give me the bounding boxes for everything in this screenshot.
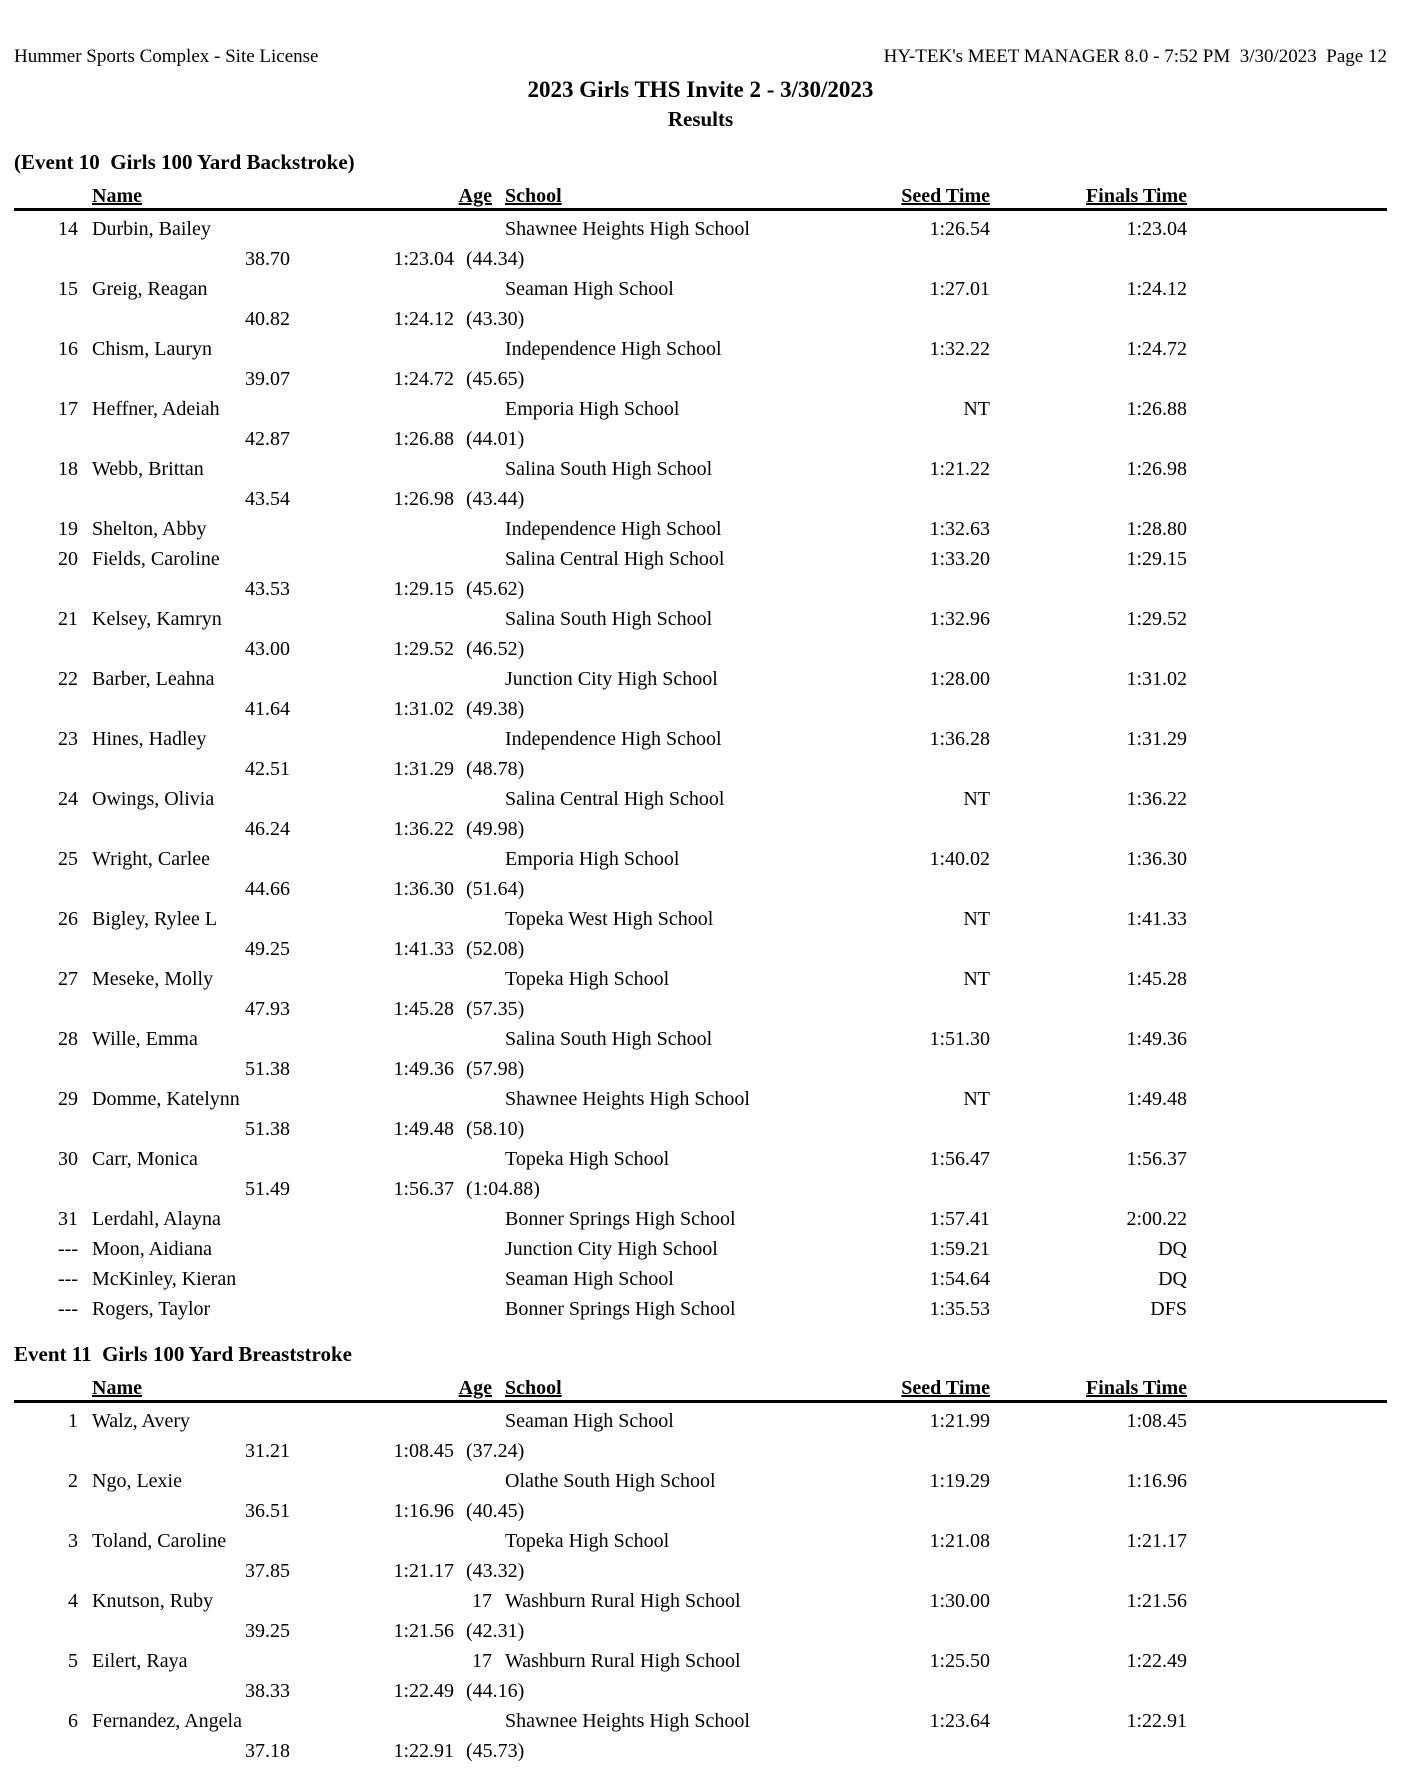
split-row [14, 574, 1387, 604]
finals-time-cell: 1:29.15 [1126, 548, 1187, 570]
split-final-cell: 1:29.15 [393, 578, 454, 600]
seed-time-cell: NT [963, 908, 990, 930]
split-diff-cell: (40.45) [466, 1500, 525, 1522]
place-cell: 29 [58, 1088, 78, 1110]
split-final-cell: 1:26.98 [393, 488, 454, 510]
result-row [14, 1466, 1387, 1496]
school-cell: Topeka West High School [505, 908, 714, 930]
result-row [14, 454, 1387, 484]
split-row [14, 1556, 1387, 1586]
finals-time-cell: 1:21.56 [1126, 1590, 1187, 1612]
finals-time-cell: 1:36.22 [1126, 788, 1187, 810]
split-lap1-cell: 46.24 [245, 818, 290, 840]
swimmer-name-cell: Fernandez, Angela [92, 1710, 242, 1732]
finals-time-cell: 1:24.12 [1126, 278, 1187, 300]
swimmer-name-cell: McKinley, Kieran [92, 1268, 237, 1290]
place-cell: 1 [68, 1410, 78, 1432]
column-header-seed-time: Seed Time [901, 1377, 990, 1399]
finals-time-cell: 1:49.48 [1126, 1088, 1187, 1110]
result-row [14, 1204, 1387, 1234]
place-cell: 31 [58, 1208, 78, 1230]
split-lap1-cell: 40.82 [245, 308, 290, 330]
place-cell: 21 [58, 608, 78, 630]
split-row [14, 694, 1387, 724]
seed-time-cell: 1:30.00 [929, 1590, 990, 1612]
split-diff-cell: (58.10) [466, 1118, 525, 1140]
split-lap1-cell: 43.53 [245, 578, 290, 600]
split-row [14, 634, 1387, 664]
split-row [14, 1174, 1387, 1204]
split-diff-cell: (44.34) [466, 248, 525, 270]
seed-time-cell: 1:26.54 [929, 218, 990, 240]
split-diff-cell: (43.32) [466, 1560, 525, 1582]
event-10-section [14, 148, 1387, 1324]
split-diff-cell: (45.65) [466, 368, 525, 390]
split-lap1-cell: 41.64 [245, 698, 290, 720]
column-header-school: School [505, 185, 562, 207]
school-cell: Salina South High School [505, 458, 713, 480]
split-diff-cell: (57.35) [466, 998, 525, 1020]
split-row [14, 484, 1387, 514]
finals-time-cell: 1:31.02 [1126, 668, 1187, 690]
result-row [14, 394, 1387, 424]
split-diff-cell: (46.52) [466, 638, 525, 660]
event-11-heading: Event 11 Girls 100 Yard Breaststroke [14, 1342, 352, 1366]
place-cell: 22 [58, 668, 78, 690]
split-lap1-cell: 39.25 [245, 1620, 290, 1642]
place-cell: --- [58, 1238, 78, 1260]
swimmer-name-cell: Toland, Caroline [92, 1530, 227, 1552]
swimmer-name-cell: Barber, Leahna [92, 668, 215, 690]
result-row [14, 844, 1387, 874]
column-header-finals-time: Finals Time [1086, 1377, 1187, 1399]
split-final-cell: 1:29.52 [393, 638, 454, 660]
swimmer-name-cell: Wille, Emma [92, 1028, 198, 1050]
split-diff-cell: (37.24) [466, 1440, 525, 1462]
finals-time-cell: 1:23.04 [1126, 218, 1187, 240]
swimmer-name-cell: Heffner, Adeiah [92, 398, 220, 420]
split-final-cell: 1:23.04 [393, 248, 454, 270]
school-cell: Salina Central High School [505, 788, 725, 810]
swimmer-name-cell: Fields, Caroline [92, 548, 220, 570]
seed-time-cell: 1:21.22 [929, 458, 990, 480]
split-row [14, 1736, 1387, 1766]
seed-time-cell: 1:56.47 [929, 1148, 990, 1170]
swimmer-name-cell: Carr, Monica [92, 1148, 198, 1170]
column-header-seed-time: Seed Time [901, 185, 990, 207]
finals-time-cell: 1:41.33 [1126, 908, 1187, 930]
swimmer-name-cell: Lerdahl, Alayna [92, 1208, 221, 1230]
result-row [14, 214, 1387, 244]
split-final-cell: 1:45.28 [393, 998, 454, 1020]
place-cell: 27 [58, 968, 78, 990]
place-cell: 16 [58, 338, 78, 360]
split-lap1-cell: 38.70 [245, 248, 290, 270]
school-cell: Independence High School [505, 518, 722, 540]
split-lap1-cell: 37.18 [245, 1740, 290, 1762]
finals-time-cell: 1:21.17 [1126, 1530, 1187, 1552]
result-row [14, 904, 1387, 934]
column-header-finals-time: Finals Time [1086, 185, 1187, 207]
split-row [14, 1054, 1387, 1084]
event-10-rows [14, 214, 1387, 1324]
school-cell: Emporia High School [505, 848, 680, 870]
split-lap1-cell: 47.93 [245, 998, 290, 1020]
school-cell: Seaman High School [505, 1268, 674, 1290]
swimmer-name-cell: Ngo, Lexie [92, 1470, 182, 1492]
finals-time-cell: 1:22.91 [1126, 1710, 1187, 1732]
seed-time-cell: 1:54.64 [929, 1268, 990, 1290]
split-diff-cell: (45.62) [466, 578, 525, 600]
split-diff-cell: (42.31) [466, 1620, 525, 1642]
result-row [14, 1234, 1387, 1264]
split-lap1-cell: 42.87 [245, 428, 290, 450]
split-final-cell: 1:24.12 [393, 308, 454, 330]
split-diff-cell: (49.98) [466, 818, 525, 840]
split-final-cell: 1:49.36 [393, 1058, 454, 1080]
swimmer-name-cell: Knutson, Ruby [92, 1590, 214, 1612]
finals-time-cell: 1:36.30 [1126, 848, 1187, 870]
seed-time-cell: 1:27.01 [929, 278, 990, 300]
seed-time-cell: 1:51.30 [929, 1028, 990, 1050]
split-row [14, 364, 1387, 394]
seed-time-cell: 1:28.00 [929, 668, 990, 690]
split-final-cell: 1:36.30 [393, 878, 454, 900]
finals-time-cell: 1:49.36 [1126, 1028, 1187, 1050]
school-cell: Shawnee Heights High School [505, 218, 750, 240]
swimmer-name-cell: Durbin, Bailey [92, 218, 211, 240]
finals-time-cell: 1:28.80 [1126, 518, 1187, 540]
school-cell: Emporia High School [505, 398, 680, 420]
results-label: Results [667, 107, 734, 131]
school-cell: Independence High School [505, 728, 722, 750]
school-cell: Salina South High School [505, 1028, 713, 1050]
split-final-cell: 1:56.37 [393, 1178, 454, 1200]
split-lap1-cell: 37.85 [245, 1560, 290, 1582]
split-final-cell: 1:08.45 [393, 1440, 454, 1462]
seed-time-cell: 1:59.21 [929, 1238, 990, 1260]
swimmer-name-cell: Eilert, Raya [92, 1650, 188, 1672]
result-row [14, 1024, 1387, 1054]
school-cell: Washburn Rural High School [505, 1650, 741, 1672]
split-row [14, 754, 1387, 784]
seed-time-cell: NT [963, 788, 990, 810]
seed-time-cell: 1:32.63 [929, 518, 990, 540]
split-diff-cell: (44.16) [466, 1680, 525, 1702]
split-diff-cell: (44.01) [466, 428, 525, 450]
seed-time-cell: 1:19.29 [929, 1470, 990, 1492]
swimmer-name-cell: Moon, Aidiana [92, 1238, 212, 1260]
place-cell: 30 [58, 1148, 78, 1170]
place-cell: 6 [68, 1710, 78, 1732]
swimmer-name-cell: Wright, Carlee [92, 848, 211, 870]
split-row [14, 1676, 1387, 1706]
split-final-cell: 1:22.91 [393, 1740, 454, 1762]
result-row [14, 1586, 1387, 1616]
split-final-cell: 1:31.02 [393, 698, 454, 720]
place-cell: 25 [58, 848, 78, 870]
split-diff-cell: (52.08) [466, 938, 525, 960]
seed-time-cell: 1:35.53 [929, 1298, 990, 1320]
finals-time-cell: 2:00.22 [1126, 1208, 1187, 1230]
result-row [14, 1706, 1387, 1736]
split-row [14, 424, 1387, 454]
split-row [14, 1436, 1387, 1466]
school-cell: Salina Central High School [505, 548, 725, 570]
split-lap1-cell: 49.25 [245, 938, 290, 960]
split-lap1-cell: 43.54 [245, 488, 290, 510]
split-diff-cell: (45.73) [466, 1740, 525, 1762]
finals-time-cell: 1:26.98 [1126, 458, 1187, 480]
place-cell: --- [58, 1268, 78, 1290]
result-row [14, 1646, 1387, 1676]
place-cell: 19 [58, 518, 78, 540]
swimmer-name-cell: Walz, Avery [92, 1410, 190, 1432]
swimmer-name-cell: Hines, Hadley [92, 728, 207, 750]
swimmer-name-cell: Meseke, Molly [92, 968, 214, 990]
place-cell: 4 [68, 1590, 78, 1612]
split-row [14, 304, 1387, 334]
event-11-rows [14, 1406, 1387, 1766]
meet-title: 2023 Girls THS Invite 2 - 3/30/2023 [527, 77, 874, 102]
swimmer-name-cell: Bigley, Rylee L [92, 908, 218, 930]
split-lap1-cell: 42.51 [245, 758, 290, 780]
event-10-heading: (Event 10 Girls 100 Yard Backstroke) [14, 150, 355, 174]
result-row [14, 784, 1387, 814]
split-diff-cell: (57.98) [466, 1058, 525, 1080]
place-cell: 3 [68, 1530, 78, 1552]
school-cell: Topeka High School [505, 968, 670, 990]
result-row [14, 334, 1387, 364]
split-row [14, 934, 1387, 964]
split-lap1-cell: 51.38 [245, 1118, 290, 1140]
split-final-cell: 1:21.17 [393, 1560, 454, 1582]
school-cell: Salina South High School [505, 608, 713, 630]
place-cell: 5 [68, 1650, 78, 1672]
seed-time-cell: 1:40.02 [929, 848, 990, 870]
finals-time-cell: 1:22.49 [1126, 1650, 1187, 1672]
place-cell: 23 [58, 728, 78, 750]
result-row [14, 1294, 1387, 1324]
split-row [14, 874, 1387, 904]
column-header-age: Age [458, 185, 492, 207]
result-row [14, 1144, 1387, 1174]
school-cell: Shawnee Heights High School [505, 1088, 750, 1110]
school-cell: Seaman High School [505, 1410, 674, 1432]
finals-time-cell: DQ [1158, 1238, 1187, 1260]
split-lap1-cell: 44.66 [245, 878, 290, 900]
split-final-cell: 1:21.56 [393, 1620, 454, 1642]
finals-time-cell: 1:45.28 [1126, 968, 1187, 990]
split-diff-cell: (43.44) [466, 488, 525, 510]
place-cell: 28 [58, 1028, 78, 1050]
column-header-age: Age [458, 1377, 492, 1399]
place-cell: 15 [58, 278, 78, 300]
place-cell: 17 [58, 398, 78, 420]
split-lap1-cell: 39.07 [245, 368, 290, 390]
result-row [14, 1264, 1387, 1294]
page-top-header [14, 46, 1387, 68]
swimmer-name-cell: Rogers, Taylor [92, 1298, 211, 1320]
split-final-cell: 1:49.48 [393, 1118, 454, 1140]
split-lap1-cell: 51.49 [245, 1178, 290, 1200]
school-cell: Seaman High School [505, 278, 674, 300]
split-diff-cell: (49.38) [466, 698, 525, 720]
finals-time-cell: DQ [1158, 1268, 1187, 1290]
school-cell: Junction City High School [505, 668, 718, 690]
column-header-school: School [505, 1377, 562, 1399]
seed-time-cell: 1:21.08 [929, 1530, 990, 1552]
split-lap1-cell: 38.33 [245, 1680, 290, 1702]
school-cell: Topeka High School [505, 1530, 670, 1552]
generator-text: HY-TEK's MEET MANAGER 8.0 - 7:52 PM 3/30/2023 Page 12 [883, 46, 1387, 67]
age-cell: 17 [472, 1590, 492, 1612]
event-10-table-header [14, 182, 1387, 211]
swimmer-name-cell: Shelton, Abby [92, 518, 207, 540]
split-final-cell: 1:16.96 [393, 1500, 454, 1522]
seed-time-cell: 1:57.41 [929, 1208, 990, 1230]
swimmer-name-cell: Owings, Olivia [92, 788, 215, 810]
finals-time-cell: 1:26.88 [1126, 398, 1187, 420]
result-row [14, 724, 1387, 754]
seed-time-cell: NT [963, 1088, 990, 1110]
seed-time-cell: NT [963, 398, 990, 420]
seed-time-cell: 1:23.64 [929, 1710, 990, 1732]
place-cell: 20 [58, 548, 78, 570]
school-cell: Bonner Springs High School [505, 1298, 736, 1320]
result-row [14, 1406, 1387, 1436]
finals-time-cell: 1:16.96 [1126, 1470, 1187, 1492]
finals-time-cell: 1:31.29 [1126, 728, 1187, 750]
school-cell: Junction City High School [505, 1238, 718, 1260]
place-cell: 14 [58, 218, 78, 240]
split-lap1-cell: 43.00 [245, 638, 290, 660]
swimmer-name-cell: Greig, Reagan [92, 278, 208, 300]
split-lap1-cell: 31.21 [245, 1440, 290, 1462]
seed-time-cell: 1:25.50 [929, 1650, 990, 1672]
license-text: Hummer Sports Complex - Site License [14, 46, 319, 67]
split-diff-cell: (1:04.88) [466, 1178, 540, 1200]
seed-time-cell: 1:32.22 [929, 338, 990, 360]
split-row [14, 1114, 1387, 1144]
split-final-cell: 1:26.88 [393, 428, 454, 450]
school-cell: Shawnee Heights High School [505, 1710, 750, 1732]
split-row [14, 994, 1387, 1024]
event-11-table-header [14, 1374, 1387, 1403]
split-diff-cell: (51.64) [466, 878, 525, 900]
column-header-name: Name [92, 185, 142, 207]
finals-time-cell: 1:56.37 [1126, 1148, 1187, 1170]
swimmer-name-cell: Domme, Katelynn [92, 1088, 240, 1110]
finals-time-cell: 1:29.52 [1126, 608, 1187, 630]
split-lap1-cell: 51.38 [245, 1058, 290, 1080]
seed-time-cell: 1:32.96 [929, 608, 990, 630]
place-cell: --- [58, 1298, 78, 1320]
seed-time-cell: NT [963, 968, 990, 990]
school-cell: Olathe South High School [505, 1470, 716, 1492]
result-row [14, 1526, 1387, 1556]
seed-time-cell: 1:33.20 [929, 548, 990, 570]
result-row [14, 1084, 1387, 1114]
result-row [14, 964, 1387, 994]
finals-time-cell: DFS [1150, 1298, 1187, 1320]
school-cell: Bonner Springs High School [505, 1208, 736, 1230]
result-row [14, 544, 1387, 574]
place-cell: 26 [58, 908, 78, 930]
seed-time-cell: 1:21.99 [929, 1410, 990, 1432]
age-cell: 17 [472, 1650, 492, 1672]
event-11-section [14, 1340, 1387, 1766]
split-final-cell: 1:24.72 [393, 368, 454, 390]
split-row [14, 1496, 1387, 1526]
split-final-cell: 1:31.29 [393, 758, 454, 780]
split-diff-cell: (43.30) [466, 308, 525, 330]
swimmer-name-cell: Chism, Lauryn [92, 338, 212, 360]
result-row [14, 664, 1387, 694]
result-row [14, 514, 1387, 544]
place-cell: 18 [58, 458, 78, 480]
result-row [14, 604, 1387, 634]
split-diff-cell: (48.78) [466, 758, 525, 780]
seed-time-cell: 1:36.28 [929, 728, 990, 750]
split-lap1-cell: 36.51 [245, 1500, 290, 1522]
column-header-name: Name [92, 1377, 142, 1399]
split-final-cell: 1:41.33 [393, 938, 454, 960]
split-row [14, 814, 1387, 844]
split-final-cell: 1:36.22 [393, 818, 454, 840]
finals-time-cell: 1:24.72 [1126, 338, 1187, 360]
school-cell: Topeka High School [505, 1148, 670, 1170]
result-row [14, 274, 1387, 304]
finals-time-cell: 1:08.45 [1126, 1410, 1187, 1432]
school-cell: Independence High School [505, 338, 722, 360]
swimmer-name-cell: Webb, Brittan [92, 458, 204, 480]
swimmer-name-cell: Kelsey, Kamryn [92, 608, 222, 630]
split-row [14, 244, 1387, 274]
school-cell: Washburn Rural High School [505, 1590, 741, 1612]
place-cell: 24 [58, 788, 78, 810]
split-final-cell: 1:22.49 [393, 1680, 454, 1702]
split-row [14, 1616, 1387, 1646]
place-cell: 2 [68, 1470, 78, 1492]
